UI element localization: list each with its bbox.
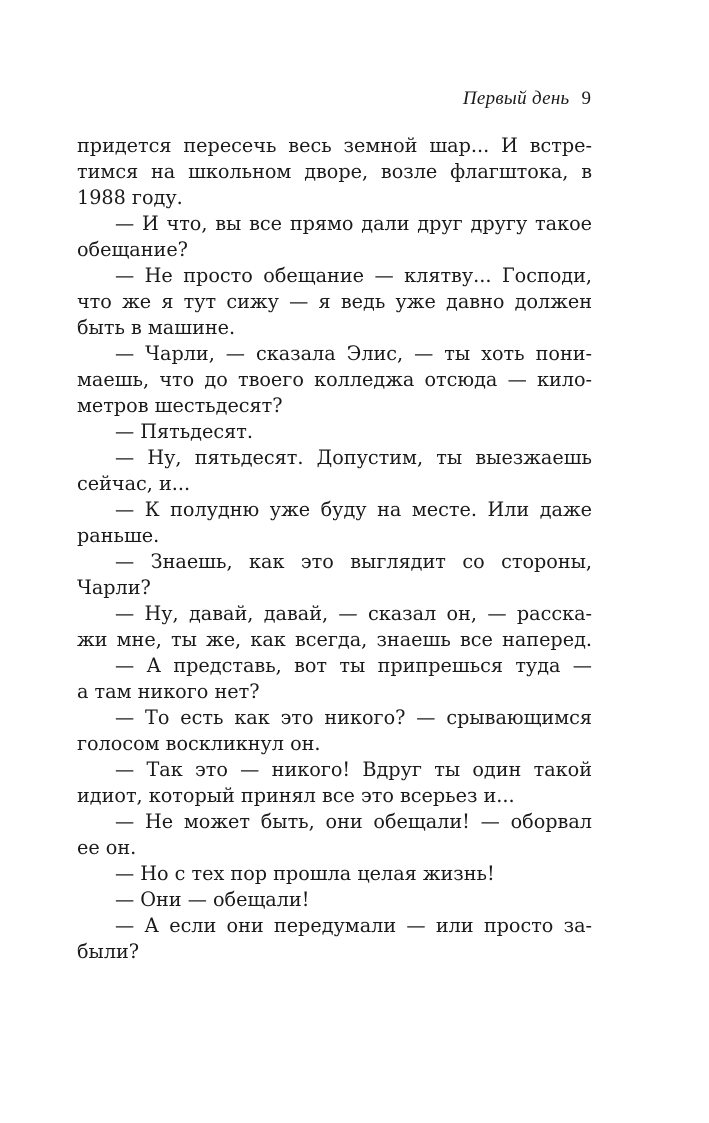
body-text bbox=[77, 133, 592, 965]
text-line: маешь, что до твоего колледжа отсюда — кило- bbox=[77, 368, 592, 391]
text-line: — Не может быть, они обещали! — оборвал bbox=[115, 810, 592, 833]
text-line: — То есть как это никого? — срывающимся bbox=[115, 706, 592, 729]
text-line: жи мне, ты же, как всегда, знаешь все наперед. bbox=[77, 628, 592, 651]
text-line: идиот, который принял все это всерьез и... bbox=[77, 784, 515, 807]
text-line: — К полудню уже буду на месте. Или даже bbox=[115, 498, 592, 521]
text-line: сейчас, и... bbox=[77, 472, 191, 495]
text-line: метров шестьдесят? bbox=[77, 394, 283, 417]
text-line: тимся на школьном дворе, возле флагштока, в bbox=[77, 160, 592, 183]
text-line: — Ну, пятьдесят. Допустим, ты выезжаешь bbox=[115, 446, 592, 469]
text-line: а там никого нет? bbox=[77, 680, 260, 703]
text-line: 1988 году. bbox=[77, 186, 183, 209]
running-title: Первый день bbox=[462, 88, 570, 109]
text-line: — Ну, давай, давай, — сказал он, — расска- bbox=[115, 602, 592, 625]
text-line: раньше. bbox=[77, 524, 160, 547]
text-line: ее он. bbox=[77, 836, 137, 859]
text-line: — Так это — никого! Вдруг ты один такой bbox=[115, 758, 592, 781]
text-line: — Знаешь, как это выглядит со стороны, bbox=[115, 550, 592, 573]
text-line: голосом воскликнул он. bbox=[77, 732, 321, 755]
text-line: — Они — обещали! bbox=[115, 888, 310, 911]
text-line: что же я тут сижу — я ведь уже давно должен bbox=[77, 290, 592, 313]
text-line: — Чарли, — сказала Элис, — ты хоть пони- bbox=[115, 342, 592, 365]
text-line: — Но с тех пор прошла целая жизнь! bbox=[115, 862, 495, 885]
text-line: придется пересечь весь земной шар... И встре- bbox=[77, 134, 592, 157]
text-line: быть в машине. bbox=[77, 316, 236, 339]
page-number: 9 bbox=[581, 88, 591, 109]
text-line: Чарли? bbox=[77, 576, 151, 599]
text-line: — А представь, вот ты припрешься туда — bbox=[115, 654, 592, 677]
text-line: были? bbox=[77, 940, 140, 963]
text-line: — А если они передумали — или просто за- bbox=[115, 914, 592, 937]
running-header bbox=[463, 88, 591, 110]
text-line: обещание? bbox=[77, 238, 188, 261]
text-line: — Пятьдесят. bbox=[115, 420, 253, 443]
text-line: — И что, вы все прямо дали друг другу такое bbox=[115, 212, 592, 235]
text-line: — Не просто обещание — клятву... Господи, bbox=[115, 264, 592, 287]
